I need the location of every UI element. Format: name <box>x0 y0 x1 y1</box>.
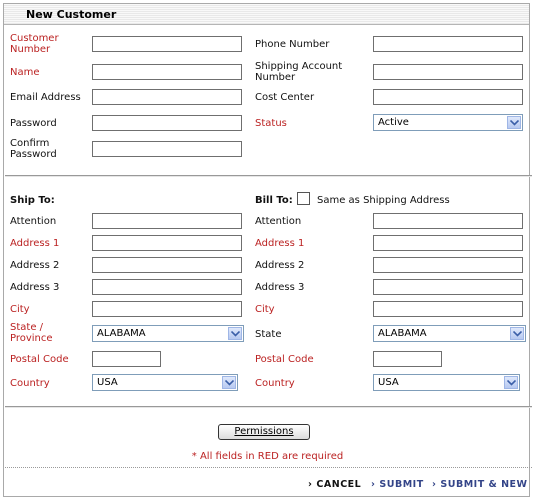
permissions-button[interactable]: Permissions <box>218 424 310 440</box>
bill-attention-label: Attention <box>255 216 302 227</box>
ship-state-select[interactable] <box>92 325 244 342</box>
same-as-shipping-label: Same as Shipping Address <box>317 195 450 206</box>
confirm-password-input[interactable] <box>92 141 242 157</box>
bill-state-label: State <box>255 329 282 340</box>
ship-address1-label: Address 1 <box>10 238 60 249</box>
shipping-account-input[interactable] <box>373 64 523 80</box>
ship-country-label: Country <box>10 378 50 389</box>
section-divider <box>5 175 532 177</box>
chevron-right-icon: › <box>308 479 313 490</box>
bill-address3-input[interactable] <box>373 279 523 295</box>
customer-number-input[interactable] <box>92 36 242 52</box>
panel-header <box>4 4 529 25</box>
bill-postal-label: Postal Code <box>255 354 314 365</box>
panel-title: New Customer <box>26 8 117 21</box>
ship-state-value: ALABAMA <box>97 328 146 339</box>
name-input[interactable] <box>92 64 242 80</box>
chevron-down-icon[interactable] <box>504 376 518 389</box>
footer-divider <box>5 467 532 468</box>
phone-label: Phone Number <box>255 39 330 50</box>
cancel-link[interactable] <box>308 479 361 490</box>
chevron-down-icon[interactable] <box>510 327 524 340</box>
ship-address3-label: Address 3 <box>10 282 60 293</box>
bill-state-select[interactable] <box>373 325 526 342</box>
bill-country-value: USA <box>378 377 399 388</box>
ship-state-label: State / Province <box>10 322 53 344</box>
status-value: Active <box>378 117 409 128</box>
bill-address2-label: Address 2 <box>255 260 305 271</box>
bill-city-label: City <box>255 304 275 315</box>
password-label: Password <box>10 118 57 129</box>
chevron-right-icon: › <box>371 479 376 490</box>
ship-postal-input[interactable] <box>92 351 161 367</box>
cost-center-label: Cost Center <box>255 92 315 103</box>
bill-country-label: Country <box>255 378 295 389</box>
email-input[interactable] <box>92 89 242 105</box>
password-input[interactable] <box>92 115 242 131</box>
bill-country-select[interactable] <box>373 374 520 391</box>
bill-postal-input[interactable] <box>373 351 442 367</box>
ship-to-heading: Ship To: <box>10 195 55 206</box>
chevron-down-icon[interactable] <box>228 327 242 340</box>
confirm-password-label: Confirm Password <box>10 138 57 160</box>
ship-address1-input[interactable] <box>92 235 242 251</box>
ship-city-input[interactable] <box>92 301 242 317</box>
bill-address1-label: Address 1 <box>255 238 305 249</box>
name-label: Name <box>10 67 40 78</box>
status-select[interactable] <box>373 114 523 131</box>
same-as-shipping-checkbox[interactable] <box>297 192 310 205</box>
customer-number-label: Customer Number <box>10 33 59 55</box>
submit-and-new-label: SUBMIT & NEW <box>440 479 528 490</box>
ship-address2-input[interactable] <box>92 257 242 273</box>
chevron-right-icon: › <box>432 479 437 490</box>
ship-country-select[interactable] <box>92 374 238 391</box>
bill-city-input[interactable] <box>373 301 523 317</box>
ship-address2-label: Address 2 <box>10 260 60 271</box>
shipping-account-label: Shipping Account Number <box>255 61 343 83</box>
bill-address2-input[interactable] <box>373 257 523 273</box>
section-divider <box>5 406 532 408</box>
ship-country-value: USA <box>97 377 118 388</box>
ship-address3-input[interactable] <box>92 279 242 295</box>
ship-attention-input[interactable] <box>92 213 242 229</box>
submit-and-new-link[interactable] <box>432 479 528 490</box>
ship-city-label: City <box>10 304 30 315</box>
email-label: Email Address <box>10 92 81 103</box>
cancel-label: CANCEL <box>316 479 362 490</box>
bill-attention-input[interactable] <box>373 213 523 229</box>
chevron-down-icon[interactable] <box>222 376 236 389</box>
bill-address1-input[interactable] <box>373 235 523 251</box>
status-label: Status <box>255 118 287 129</box>
ship-postal-label: Postal Code <box>10 354 69 365</box>
submit-label: SUBMIT <box>379 479 424 490</box>
phone-input[interactable] <box>373 36 523 52</box>
bill-state-value: ALABAMA <box>378 328 427 339</box>
submit-link[interactable] <box>371 479 424 490</box>
bill-to-heading: Bill To: <box>255 195 293 206</box>
cost-center-input[interactable] <box>373 89 523 105</box>
required-fields-note: * All fields in RED are required <box>191 451 344 462</box>
chevron-down-icon[interactable] <box>507 116 521 129</box>
ship-attention-label: Attention <box>10 216 57 227</box>
bill-address3-label: Address 3 <box>255 282 305 293</box>
